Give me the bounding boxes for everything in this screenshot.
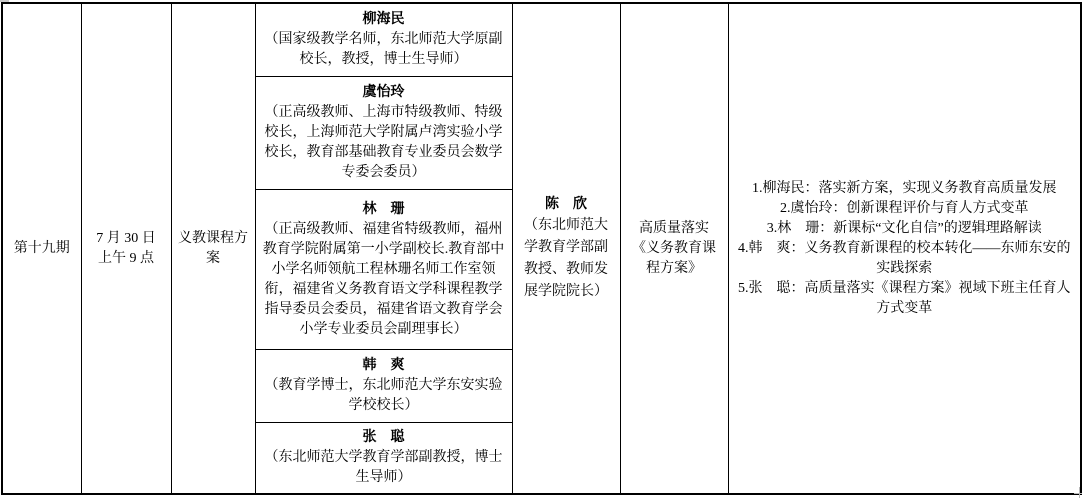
- topic-item-5: 5.张 聪：高质量落实《课程方案》视域下班主任育人方式变革: [738, 280, 1071, 316]
- expert-name: 林 珊: [362, 201, 405, 217]
- moderator-desc: （东北师范大学教育学部副教授、教师发展学院院长）: [524, 218, 608, 299]
- course-cell: [171, 3, 255, 494]
- topics-cell: [728, 3, 1081, 494]
- table-resize-handle-icon[interactable]: [1074, 487, 1082, 498]
- expert-name: 韩 爽: [362, 358, 405, 373]
- training-schedule-table: [1, 2, 1082, 495]
- expert-desc: （正高级教师、福建省特级教师，福州教育学院附属第一小学副校长.教育部中小学名师领航工程林珊名师工作室领衔，福建省义务教育语文学科课程教学指导委员会委员，福建省语文教育学会小学专业委员会副理事长）: [262, 221, 505, 337]
- moderator-cell: [512, 3, 620, 494]
- moderator-name: 陈 欣: [545, 197, 587, 212]
- resize-handle-horizontal-bar: [1074, 493, 1082, 494]
- expert-cell-yuyiling: [255, 76, 512, 189]
- date-label: 7 月 30 日: [96, 230, 156, 246]
- theme-label: 高质量落实《义务教育课程方案》: [632, 220, 716, 276]
- expert-desc: （教育学博士，东北师范大学东安实验学校校长）: [264, 378, 503, 413]
- course-label: 义教课程方案: [178, 230, 248, 266]
- expert-cell-liuhaimin: [255, 3, 512, 76]
- session-cell: [2, 3, 81, 494]
- datetime-cell: [81, 3, 171, 494]
- expert-desc: （国家级教学名师，东北师范大学原副校长，教授，博士生导师）: [264, 32, 503, 68]
- topic-item-3: 3.林 珊：新课标“文化自信”的逻辑理路解读: [766, 220, 1042, 236]
- topic-item-4: 4.韩 爽：义务教育新课程的校本转化——东师东安的实践探索: [738, 240, 1071, 276]
- theme-cell: [620, 3, 728, 494]
- expert-name: 柳海民: [362, 12, 405, 28]
- expert-cell-zhangcong: [255, 422, 512, 494]
- time-label: 上午 9 点: [98, 250, 154, 266]
- expert-desc: （正高级教师、上海市特级教师、特级校长，上海师范大学附属卢湾实验小学校长，教育部基础教育专业委员会数学专委会委员）: [264, 105, 503, 180]
- topic-item-1: 1.柳海民：落实新方案，实现义务教育高质量发展: [752, 180, 1057, 196]
- expert-cell-hanshuang: [255, 349, 512, 422]
- topic-item-2: 2.虞怡玲：创新课程评价与育人方式变革: [780, 200, 1029, 216]
- expert-name: 虞怡玲: [362, 85, 405, 100]
- expert-desc: （东北师范大学教育学部副教授，博士生导师）: [264, 450, 503, 486]
- session-label: 第十九期: [13, 240, 70, 256]
- expert-cell-linshan: [255, 189, 512, 349]
- expert-name: 张 聪: [362, 430, 405, 446]
